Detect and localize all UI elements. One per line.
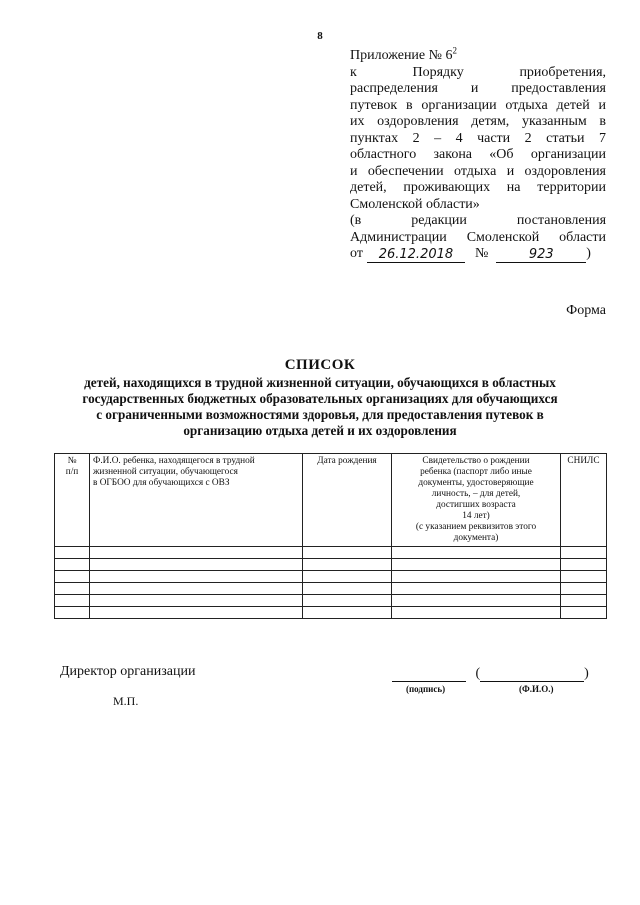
fio-line bbox=[480, 669, 584, 682]
page-number: 8 bbox=[317, 30, 323, 42]
table-cell bbox=[561, 595, 607, 607]
table-header-row bbox=[55, 454, 607, 547]
document-title: СПИСОК bbox=[284, 357, 356, 373]
table-cell bbox=[392, 583, 561, 595]
table-cell bbox=[303, 571, 392, 583]
director-label: Директор организации bbox=[60, 664, 196, 679]
table-row bbox=[55, 583, 607, 595]
header-fio: Ф.И.О. ребенка, находящегося в трудной жизненной ситуации, обучающегося в ОГБОО для обучающихся с ОВЗ bbox=[90, 454, 303, 547]
table-cell bbox=[55, 547, 90, 559]
table-cell bbox=[303, 583, 392, 595]
subtitle-line: организацию отдыха детей и их оздоровления bbox=[183, 423, 457, 438]
table-cell bbox=[561, 607, 607, 619]
header-snils: СНИЛС bbox=[561, 454, 607, 547]
open-paren: ( bbox=[475, 666, 481, 681]
from-prefix: от bbox=[350, 246, 363, 261]
appendix-line: (в редакции постановления bbox=[350, 213, 607, 228]
appendix-line: Администрации Смоленской области bbox=[350, 229, 606, 245]
table-row bbox=[55, 559, 607, 571]
appendix-line: к Порядку приобретения, bbox=[350, 64, 607, 80]
table-cell bbox=[55, 559, 90, 571]
fio-caption: (Ф.И.О.) bbox=[519, 684, 554, 694]
table-cell bbox=[561, 583, 607, 595]
close-paren: ) bbox=[584, 666, 589, 681]
table-cell bbox=[303, 547, 392, 559]
table-cell bbox=[392, 607, 561, 619]
table-row bbox=[55, 595, 607, 607]
header-birth-date: Дата рождения bbox=[303, 454, 392, 547]
table-cell bbox=[392, 559, 561, 571]
number-sign: № bbox=[474, 246, 489, 261]
table-cell bbox=[55, 571, 90, 583]
appendix-line: пунктах 2 – 4 части 2 статьи 7 bbox=[350, 130, 606, 146]
subtitle-line: государственных бюджетных образовательных организациях для обучающихся bbox=[82, 391, 558, 406]
document-subtitle bbox=[40, 375, 600, 439]
appendix-title-superscript: 2 bbox=[452, 45, 457, 56]
header-num: № п/п bbox=[55, 454, 90, 547]
signature-caption: (подпись) bbox=[406, 684, 446, 694]
table-row bbox=[55, 607, 607, 619]
appendix-title: Приложение № $6^2$ bbox=[350, 45, 457, 63]
handwritten-number: 923 bbox=[496, 248, 586, 263]
table-cell bbox=[303, 595, 392, 607]
close-paren: ) bbox=[586, 246, 591, 261]
table-cell bbox=[392, 547, 561, 559]
stamp-label: М.П. bbox=[113, 694, 139, 708]
table-cell bbox=[55, 607, 90, 619]
table-cell bbox=[561, 559, 607, 571]
header-certificate: Свидетельство о рождении ребенка (паспорт либо иные документы, удостоверяющие личность, – для детей, достигших возраста 14 лет) (с указанием реквизитов этого документа) bbox=[392, 454, 561, 547]
table-cell bbox=[90, 547, 303, 559]
appendix-line: их оздоровления детям, указанным в bbox=[350, 114, 606, 129]
table-cell bbox=[90, 595, 303, 607]
subtitle-line: с ограниченными возможностями здоровья, для предоставления путевок в bbox=[96, 407, 544, 422]
appendix-line: распределения и предоставления bbox=[350, 81, 606, 96]
appendix-line: областного закона «Об организации bbox=[350, 147, 606, 162]
appendix-line: и обеспечении отдыха и оздоровления bbox=[350, 163, 606, 179]
form-label: Форма bbox=[566, 303, 606, 318]
appendix-line: Смоленской области» bbox=[350, 196, 480, 212]
children-list-table bbox=[54, 453, 607, 619]
signature-line bbox=[392, 669, 466, 682]
handwritten-date: 26.12.2018 bbox=[367, 248, 465, 263]
table-cell bbox=[55, 583, 90, 595]
table-cell bbox=[561, 547, 607, 559]
table-cell bbox=[90, 559, 303, 571]
appendix-text bbox=[350, 65, 606, 247]
table-cell bbox=[303, 559, 392, 571]
table-cell bbox=[561, 571, 607, 583]
appendix-line: детей, проживающих на территории bbox=[350, 180, 606, 195]
table-row bbox=[55, 547, 607, 559]
table-cell bbox=[90, 607, 303, 619]
table-cell bbox=[303, 607, 392, 619]
table-cell bbox=[392, 595, 561, 607]
appendix-line: путевок в организации отдыха детей и bbox=[350, 97, 606, 113]
table-cell bbox=[55, 595, 90, 607]
table-cell bbox=[392, 571, 561, 583]
table-row bbox=[55, 571, 607, 583]
subtitle-line: детей, находящихся в трудной жизненной ситуации, обучающихся в областных bbox=[84, 375, 556, 390]
table-cell bbox=[90, 571, 303, 583]
signature-lines bbox=[392, 666, 589, 682]
appendix-date-row bbox=[350, 246, 606, 263]
table-cell bbox=[90, 583, 303, 595]
appendix-block bbox=[350, 45, 607, 263]
